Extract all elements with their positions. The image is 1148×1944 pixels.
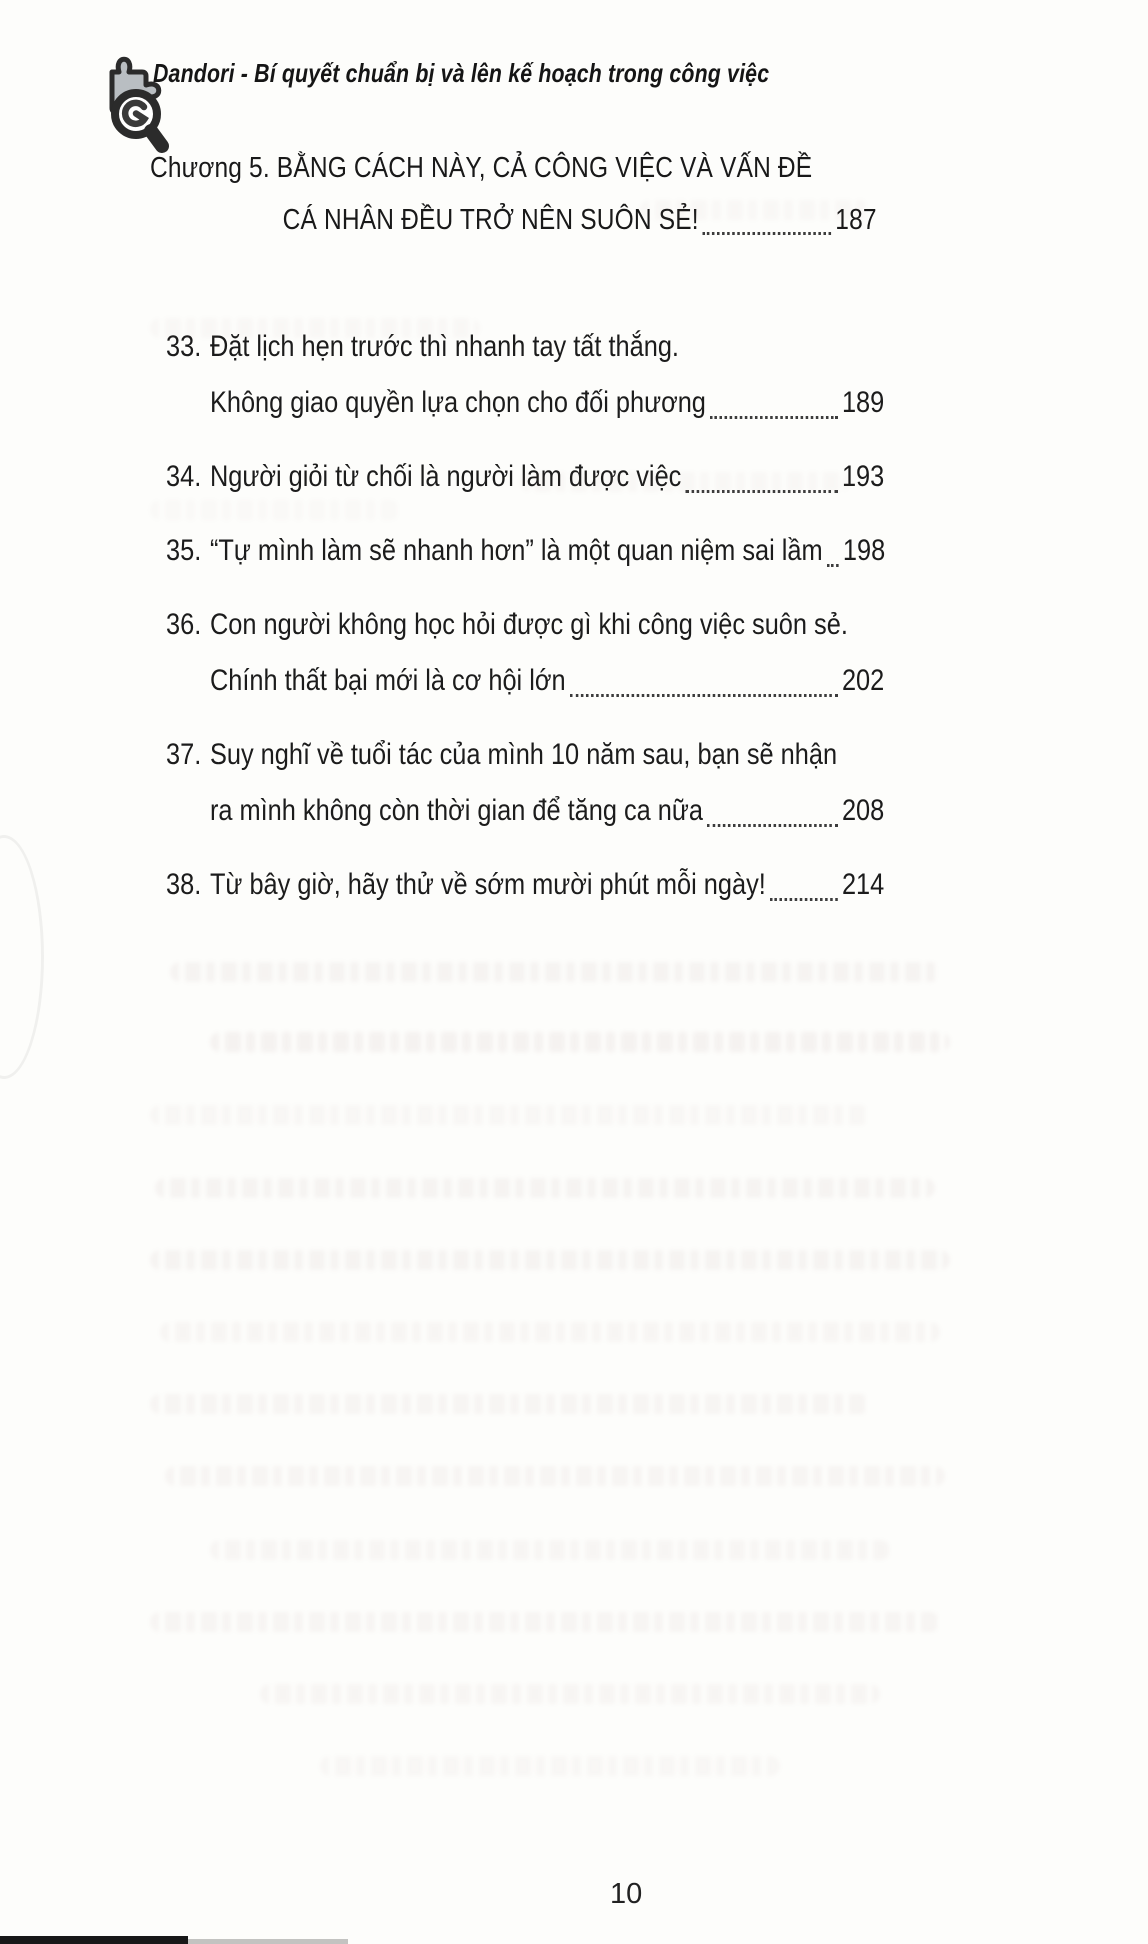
entry-title-line1: Từ bây giờ, hãy thử về sớm mười phút mỗi ngày!: [209, 868, 766, 901]
dot-leader: [710, 416, 838, 419]
toc-entry-37: [166, 727, 884, 839]
table-of-contents: [166, 319, 884, 931]
entry-number: 36.: [166, 608, 202, 641]
chapter-title-line2: CÁ NHÂN ĐỀU TRỞ NÊN SUÔN SẺ!: [282, 204, 699, 236]
entry-title-line2: ra mình không còn thời gian để tăng ca nữa: [209, 794, 703, 827]
chapter-heading: [150, 142, 877, 246]
page-number: 10: [610, 1878, 643, 1910]
entry-number: 35.: [166, 534, 202, 567]
entry-page-number: 208: [841, 794, 885, 827]
dot-leader: [770, 898, 838, 901]
chapter-title-line1: Chương 5. BẰNG CÁCH NÀY, CẢ CÔNG VIỆC VÀ VẤN ĐỀ: [150, 152, 813, 184]
entry-title-line1: Con người không học hỏi được gì khi công việc suôn sẻ.: [209, 608, 848, 641]
entry-page-number: 214: [841, 868, 885, 901]
scan-artifact-bar: [0, 1936, 188, 1944]
entry-number: 37.: [166, 738, 202, 771]
entry-number: 38.: [166, 868, 202, 901]
dot-leader: [827, 564, 839, 567]
page-curl-artifact: [0, 835, 44, 1079]
book-title: Dandori - Bí quyết chuẩn bị và lên kế hoạch trong công việc: [153, 58, 770, 88]
dot-leader: [703, 232, 831, 235]
chapter-page-number: 187: [835, 204, 877, 236]
entry-title-line2: Không giao quyền lựa chọn cho đối phương: [209, 386, 706, 419]
dot-leader: [570, 694, 838, 697]
entry-page-number: 198: [842, 534, 886, 567]
entry-number: 33.: [166, 330, 202, 363]
toc-entry-38: [166, 857, 884, 913]
scan-artifact-smudge: [188, 1939, 348, 1944]
toc-entry-35: [166, 523, 884, 579]
entry-title-line1: Người giỏi từ chối là người làm được việc: [209, 460, 682, 493]
dot-leader: [707, 824, 838, 827]
entry-title-line2: Chính thất bại mới là cơ hội lớn: [209, 664, 566, 697]
entry-page-number: 202: [841, 664, 885, 697]
entry-page-number: 189: [841, 386, 885, 419]
entry-title-line1: “Tự mình làm sẽ nhanh hơn” là một quan niệm sai lầm: [209, 534, 823, 567]
entry-number: 34.: [166, 460, 202, 493]
entry-page-number: 193: [841, 460, 885, 493]
toc-entry-36: [166, 597, 884, 709]
entry-title-line1: Đặt lịch hẹn trước thì nhanh tay tất thắng.: [209, 330, 679, 363]
entry-title-line1: Suy nghĩ về tuổi tác của mình 10 năm sau, bạn sẽ nhận: [209, 738, 838, 771]
